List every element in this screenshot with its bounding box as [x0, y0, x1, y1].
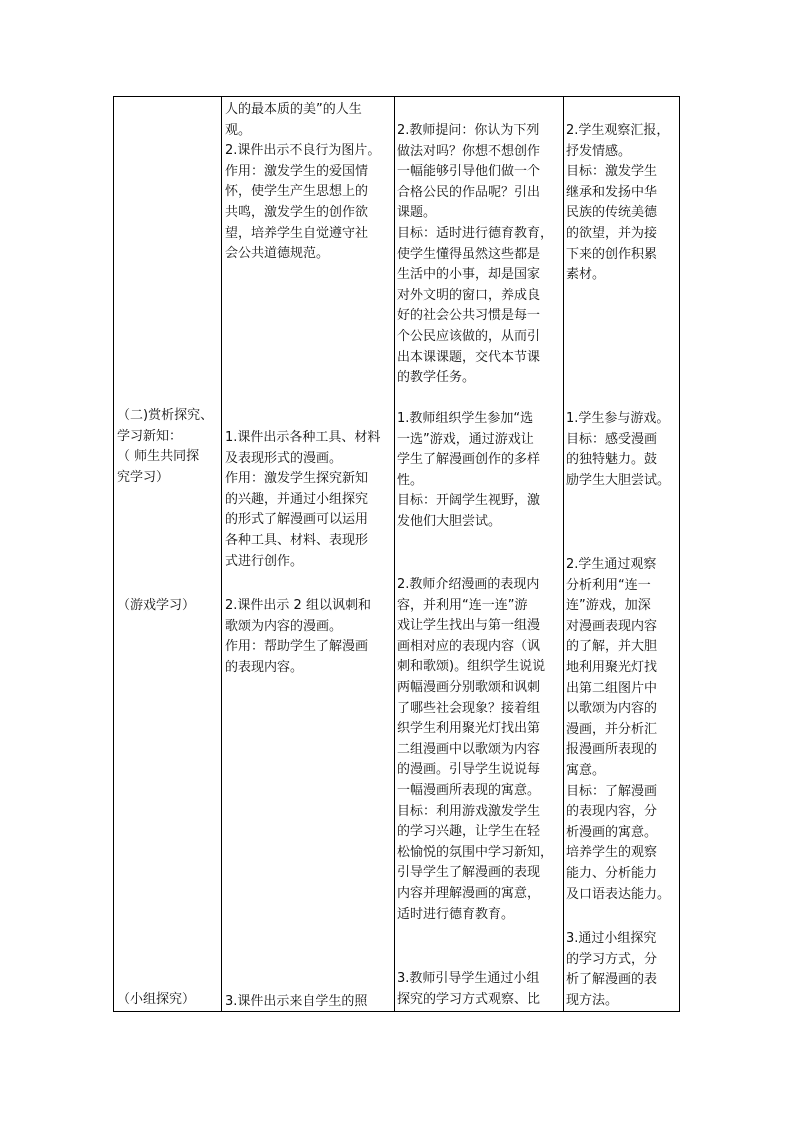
teacher-connect-game [397, 575, 553, 925]
text-line: 目标：了解漫画 [566, 783, 658, 799]
text-line: 做法对吗？你想不想创作 [397, 143, 541, 159]
text-line: 1.课件出示各种工具、材料 [225, 430, 381, 445]
text-line: 的兴趣，并通过小组探究 [225, 491, 369, 507]
text-line: 学习新知： [117, 428, 183, 444]
text-line: 观。 [225, 122, 252, 138]
text-line: 对外文明的窗口，养成良 [397, 287, 541, 303]
text-line: 民族的传统美德 [566, 205, 658, 221]
text-line: 连”游戏，加深 [566, 598, 651, 614]
text-line: 的形式了解漫画可以运用 [225, 512, 369, 528]
text-line: 发他们大胆尝试。 [397, 513, 502, 529]
text-line: 2.课件出示不良行为图片。 [225, 143, 381, 159]
student-group-explore [566, 929, 657, 1011]
text-line: 课题。 [397, 205, 437, 221]
text-line: 学生了解漫画创作的多样 [397, 452, 541, 468]
text-line: 内容并理解漫画的寓意， [397, 885, 541, 901]
text-line: 歌颂为内容的漫画。 [225, 618, 343, 634]
text-line: 的表现内容，分 [566, 804, 658, 820]
text-line: 二组漫画中以歌颂为内容 [397, 741, 541, 757]
text-line: 2.教师提问：你认为下列 [397, 123, 540, 138]
text-line: 性。 [397, 472, 424, 488]
text-line: 松愉悦的氛围中学习新知， [397, 844, 554, 860]
text-line: 适时进行德育教育。 [397, 906, 515, 922]
text-line: 及表现形式的漫画。 [225, 450, 343, 466]
stage-appreciation-explore [117, 406, 213, 488]
teacher-select-game [397, 409, 540, 533]
text-line: 漫画，并分析汇 [566, 721, 658, 737]
text-line: 的独特魅力。鼓 [566, 452, 658, 468]
teacher-question [397, 121, 553, 389]
text-line: 刺和歌颂)。组织学生说说 [397, 659, 546, 675]
text-line: 一幅漫画所表现的寓意。 [397, 782, 541, 798]
column-divider-3 [563, 97, 564, 1011]
text-line: 画相对应的表现内容（讽 [397, 638, 541, 654]
courseware-tools-materials [225, 428, 380, 572]
text-line: 能力、分析能力 [566, 865, 658, 881]
text-line: 怀，使学生产生思想上的 [225, 184, 369, 200]
text-line: 织学生利用聚光灯找出第 [397, 721, 541, 737]
text-line: 对漫画表现内容 [566, 618, 658, 634]
text-line: 望，培养学生自觉遵守社 [225, 225, 369, 241]
text-line: 一幅能够引导他们做一个 [397, 164, 541, 180]
text-line: 作用：帮助学生了解漫画 [225, 639, 369, 655]
text-line: 究学习） [117, 469, 170, 485]
text-line: 目标：适时进行德育教育， [397, 225, 554, 241]
text-line: 作用：激发学生的爱国情 [225, 163, 369, 179]
text-line: 3.课件出示来自学生的照 [225, 994, 368, 1009]
text-line: 下来的创作积累 [566, 246, 658, 262]
text-line: 2.教师介绍漫画的表现内 [397, 577, 540, 592]
text-line: 2.学生观察汇报， [566, 123, 670, 138]
text-line: （二)赏析探究、 [117, 408, 214, 423]
text-line: 素材。 [566, 267, 606, 283]
text-line: 的表现内容。 [225, 659, 304, 675]
text-line: 探究的学习方式观察、比 [397, 991, 541, 1007]
courseware-satire-praise [225, 596, 371, 678]
text-line: 3.教师引导学生通过小组 [397, 971, 540, 986]
text-line: 的学习兴趣，让学生在轻 [397, 824, 541, 840]
text-line: 的教学任务。 [397, 370, 476, 386]
courseware-bad-behavior [225, 100, 380, 265]
text-line: 两幅漫画分别歌颂和讽刺 [397, 679, 541, 695]
text-line: 2.课件出示 2 组以讽刺和 [225, 598, 371, 613]
student-observe-analyze [566, 555, 670, 905]
text-line: 励学生大胆尝试。 [566, 472, 671, 488]
text-line: 容，并利用“连一连”游 [397, 597, 528, 613]
text-line: 抒发情感。 [566, 143, 632, 159]
lesson-plan-table [113, 96, 680, 1012]
courseware-student-photos [225, 992, 367, 1013]
text-line: 出第二组图片中 [566, 680, 658, 696]
text-line: 的了解，并大胆 [566, 639, 658, 655]
text-line: 合格公民的作品呢？引出 [397, 184, 541, 200]
text-line: 共鸣，激发学生的创作欲 [225, 204, 369, 220]
text-line: 会公共道德规范。 [225, 246, 330, 262]
text-line: 析了解漫画的表 [566, 972, 658, 988]
text-line: 的欲望，并为接 [566, 225, 658, 241]
text-line: 培养学生的观察 [566, 845, 658, 861]
stage-group-explore [117, 990, 195, 1011]
teacher-group-explore [397, 969, 540, 1010]
text-line: 继承和发扬中华 [566, 184, 658, 200]
text-line: （ 师生共同探 [117, 449, 200, 465]
column-divider-1 [221, 97, 222, 1011]
text-line: 现方法。 [566, 992, 619, 1008]
text-line: 的学习方式，分 [566, 951, 658, 967]
text-line: 地利用聚光灯找 [566, 659, 658, 675]
text-line: 目标：开阔学生视野，激 [397, 493, 541, 509]
text-line: 个公民应该做的，从而引 [397, 328, 541, 344]
text-line: 目标：感受漫画 [566, 431, 658, 447]
text-line: 及口语表达能力。 [566, 886, 671, 902]
text-line: 1.教师组织学生参加“选 [397, 411, 534, 426]
text-line: 使学生懂得虽然这些都是 [397, 246, 541, 262]
text-line: 析漫画的寓意。 [566, 824, 658, 840]
text-line: 以歌颂为内容的 [566, 701, 658, 717]
text-line: 分析利用“连一 [566, 577, 651, 593]
student-game [566, 409, 670, 491]
text-line: 引导学生了解漫画的表现 [397, 865, 541, 881]
text-line: 出本课课题，交代本节课 [397, 349, 541, 365]
text-line: 报漫画所表现的 [566, 742, 658, 758]
stage-game-learning [117, 596, 195, 617]
text-line: 生活中的小事，却是国家 [397, 267, 541, 283]
text-line: 人的最本质的美”的人生 [225, 102, 362, 117]
text-line: 3.通过小组探究 [566, 931, 657, 946]
text-line: （小组探究） [117, 992, 196, 1007]
text-line: 一选”游戏，通过游戏让 [397, 431, 534, 447]
text-line: 目标：激发学生 [566, 164, 658, 180]
student-observe-report [566, 121, 669, 286]
text-line: （游戏学习） [117, 598, 196, 613]
text-line: 戏让学生找出与第一组漫 [397, 618, 541, 634]
text-line: 各种工具、材料、表现形 [225, 532, 369, 548]
text-line: 了哪些社会现象？接着组 [397, 700, 541, 716]
text-line: 2.学生通过观察 [566, 557, 657, 572]
text-line: 作用：激发学生探究新知 [225, 471, 369, 487]
column-divider-2 [394, 97, 395, 1011]
text-line: 的漫画。引导学生说说每 [397, 762, 541, 778]
text-line: 式进行创作。 [225, 553, 304, 569]
text-line: 好的社会公共习惯是每一 [397, 308, 541, 324]
text-line: 寓意。 [566, 762, 606, 778]
text-line: 1.学生参与游戏。 [566, 411, 670, 426]
text-line: 目标：利用游戏激发学生 [397, 803, 541, 819]
